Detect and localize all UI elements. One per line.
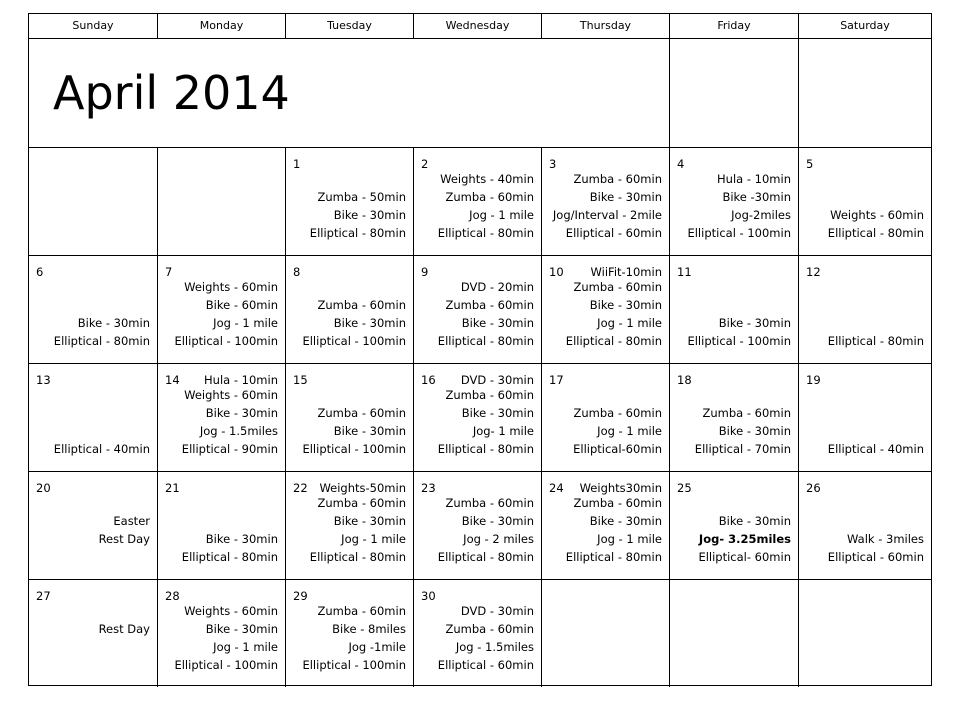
activity-list [828,530,924,566]
activity-list [182,530,278,566]
day-cell-21 [158,472,286,579]
activity-line: Zumba - 60min [573,406,662,420]
activity-line [99,548,150,566]
activity-list [438,386,534,458]
day-number: 9 [421,265,429,279]
activity-line: Bike - 60min [205,298,278,312]
weekday-header-monday: Monday [158,14,286,38]
activity-line: Zumba - 60min [445,190,534,204]
activity-line: Jog - 1 mile [597,316,662,330]
activity-list [566,278,662,350]
activity-list [553,170,662,242]
activity-line: Weights - 60min [184,280,278,294]
activity-line: Jog -1mile [348,640,406,654]
day-number: 7 [165,265,173,279]
day-number: 30 [421,589,436,603]
day-number: 24 [549,481,564,495]
activity-line: Zumba - 60min [573,172,662,186]
activity-line: Bike - 30min [205,532,278,546]
activity-line: DVD - 30min [460,373,534,387]
activity-line: Bike - 8miles [332,622,406,636]
activity-list [302,602,406,674]
calendar-title: April 2014 [53,66,290,120]
day-number: 17 [549,373,564,387]
day-number: 10 [549,265,564,279]
activity-line: Elliptical - 80min [309,550,406,564]
day-number-row [421,373,534,387]
activity-line: Bike - 30min [461,514,534,528]
title-row [29,39,931,148]
activity-line: Zumba - 60min [317,604,406,618]
activity-line: Bike - 30min [461,406,534,420]
activity-list [54,314,150,350]
empty-day-cell [29,148,158,255]
activity-list [174,278,278,350]
activity-line: Elliptical - 100min [687,334,791,348]
activity-line: Jog - 1.5miles [199,424,278,438]
activity-list [174,602,278,674]
day-number: 12 [806,265,821,279]
day-number: 25 [677,481,692,495]
day-number: 11 [677,265,692,279]
day-cell-27 [29,580,158,687]
activity-line: Elliptical - 60min [437,658,534,672]
day-number: 26 [806,481,821,495]
activity-line: Bike - 30min [333,316,406,330]
activity-line: Jog/Interval - 2mile [552,208,662,222]
activity-line: Zumba - 60min [445,298,534,312]
day-cell-8 [286,256,414,363]
activity-line: Bike - 30min [333,208,406,222]
activity-line: Walk - 3miles [847,532,924,546]
activity-list [687,170,791,242]
activity-line: Bike - 30min [77,316,150,330]
activity-line: Bike - 30min [461,316,534,330]
activity-line: Elliptical- 60min [698,550,791,564]
day-cell-4 [670,148,799,255]
title-empty-cell-saturday [799,39,931,147]
activity-line: Elliptical - 80min [309,226,406,240]
activity-list [438,602,534,674]
week-row [29,148,931,256]
day-number: 16 [421,373,436,387]
activity-line: Jog - 1 mile [213,316,278,330]
empty-day-cell [670,580,799,687]
activity-list [687,314,791,350]
day-cell-11 [670,256,799,363]
activity-list [310,188,406,242]
day-cell-20 [29,472,158,579]
title-empty-cell-friday [670,39,799,147]
day-cell-23 [414,472,542,579]
activity-line: Weights - 60min [184,388,278,402]
activity-list [698,512,791,566]
activity-line: Elliptical - 90min [181,442,278,456]
activity-line: Weights - 60min [184,604,278,618]
activity-line: Bike - 30min [718,424,791,438]
activity-line: Jog - 1 mile [341,532,406,546]
day-cell-30 [414,580,542,687]
empty-day-cell [799,580,931,687]
activity-line: Bike - 30min [589,298,662,312]
activity-line: Elliptical - 80min [565,550,662,564]
day-cell-13 [29,364,158,471]
activity-list [99,620,150,674]
day-cell-9 [414,256,542,363]
activity-line: Elliptical - 70min [694,442,791,456]
activity-list [566,494,662,566]
activity-line: Jog - 1 mile [469,208,534,222]
activity-list [438,494,534,566]
day-number: 18 [677,373,692,387]
activity-list [99,512,150,566]
activity-line: Zumba - 60min [702,406,791,420]
activity-line: Elliptical - 100min [302,334,406,348]
empty-day-cell [542,580,670,687]
activity-line: Elliptical - 80min [437,334,534,348]
activity-line: Elliptical - 100min [174,334,278,348]
day-cell-29 [286,580,414,687]
activity-line: Jog - 1 mile [213,640,278,654]
activity-line: Elliptical - 80min [53,334,150,348]
day-number: 8 [293,265,301,279]
day-cell-26 [799,472,931,579]
activity-line: Zumba - 60min [445,622,534,636]
activity-list [302,296,406,350]
day-number-row [549,481,662,495]
activity-line: Weights - 40min [440,172,534,186]
day-cell-7 [158,256,286,363]
calendar [28,13,932,686]
weekday-header-friday: Friday [670,14,799,38]
activity-line: Elliptical - 80min [565,334,662,348]
activity-line: Elliptical - 80min [437,550,534,564]
activity-line: Elliptical - 40min [827,442,924,456]
day-cell-24 [542,472,670,579]
activity-line: Rest Day [98,532,150,546]
activity-line: Bike - 30min [333,424,406,438]
day-cell-10 [542,256,670,363]
activity-list [573,404,662,458]
day-cell-19 [799,364,931,471]
day-number: 3 [549,157,557,171]
day-cell-1 [286,148,414,255]
activity-line: Rest Day [98,622,150,636]
activity-line: Bike - 30min [205,622,278,636]
day-number: 5 [806,157,814,171]
day-number: 6 [36,265,44,279]
activity-line: Elliptical - 100min [687,226,791,240]
activity-line: DVD - 20min [460,280,534,294]
activity-line: Zumba - 50min [317,190,406,204]
activity-line: Hula - 10min [204,373,278,387]
activity-line: Bike - 30min [718,316,791,330]
weekday-header-saturday: Saturday [840,19,890,32]
day-number: 15 [293,373,308,387]
activity-line: Jog - 1 mile [597,532,662,546]
activity-line: Zumba - 60min [317,406,406,420]
day-number: 29 [293,589,308,603]
activity-line: Jog- 3.25miles [698,532,791,546]
activity-line: Elliptical - 80min [827,226,924,240]
activity-line: Hula - 10min [717,172,791,186]
activity-line: Bike - 30min [333,514,406,528]
activity-line: Weights - 60min [830,208,924,222]
activity-line: WiiFit-10min [590,265,662,279]
activity-line: Weights-50min [319,481,406,495]
activity-line: Elliptical - 100min [302,442,406,456]
week-row [29,256,931,364]
activity-line: Bike - 30min [718,514,791,528]
day-cell-15 [286,364,414,471]
activity-list [828,440,924,458]
day-cell-16 [414,364,542,471]
activity-line: Jog-2miles [731,208,791,222]
day-cell-22 [286,472,414,579]
day-cell-25 [670,472,799,579]
day-cell-28 [158,580,286,687]
day-number: 21 [165,481,180,495]
day-number-row [549,265,662,279]
activity-list [54,440,150,458]
weekday-header-thursday: Thursday [542,14,670,38]
day-number: 14 [165,373,180,387]
activity-line: Zumba - 60min [445,496,534,510]
activity-line: Jog - 1.5miles [455,640,534,654]
activity-line: Elliptical - 60min [827,550,924,564]
activity-line: Bike - 30min [205,406,278,420]
day-number: 23 [421,481,436,495]
week-row [29,472,931,580]
day-number: 1 [293,157,301,171]
activity-list [182,386,278,458]
day-cell-12 [799,256,931,363]
activity-line: Weights30min [579,481,662,495]
activity-line: Elliptical - 80min [181,550,278,564]
weekday-header-wednesday: Wednesday [414,14,542,38]
day-number: 4 [677,157,685,171]
week-row [29,364,931,472]
day-number: 2 [421,157,429,171]
activity-list [302,404,406,458]
activity-line: Zumba - 60min [573,280,662,294]
activity-line: Elliptical-60min [573,442,662,456]
activity-line: Elliptical - 40min [53,442,150,456]
activity-line [99,656,150,674]
activity-line: Elliptical - 60min [565,226,662,240]
activity-line: Elliptical - 100min [174,658,278,672]
activity-line: DVD - 30min [460,604,534,618]
day-cell-17 [542,364,670,471]
week-row [29,580,931,688]
activity-line: Jog - 1 mile [597,424,662,438]
activity-line [99,638,150,656]
activity-line: Zumba - 60min [317,298,406,312]
activity-line: Jog- 1 mile [472,424,534,438]
day-number-row [293,481,406,495]
activity-line: Elliptical - 80min [437,226,534,240]
activity-line: Bike - 30min [589,514,662,528]
weekday-header-sunday: Sunday [29,14,158,38]
day-number: 28 [165,589,180,603]
day-cell-14 [158,364,286,471]
day-number: 27 [36,589,51,603]
day-cell-6 [29,256,158,363]
activity-line: Elliptical - 80min [827,334,924,348]
activity-line: Zumba - 60min [317,496,406,510]
day-cell-5 [799,148,931,255]
activity-line: Elliptical - 80min [437,442,534,456]
activity-list [438,170,534,242]
day-number: 19 [806,373,821,387]
activity-line: Easter [113,514,150,528]
day-cell-3 [542,148,670,255]
day-number: 20 [36,481,51,495]
day-number: 13 [36,373,51,387]
activity-line: Jog - 2 miles [463,532,534,546]
day-cell-18 [670,364,799,471]
activity-line: Bike - 30min [589,190,662,204]
title-cell [29,39,670,147]
day-number-row [165,373,278,387]
activity-list [695,404,791,458]
activity-list [438,278,534,350]
activity-line: Elliptical - 100min [302,658,406,672]
weekday-header-row [29,14,931,39]
day-cell-2 [414,148,542,255]
activity-list [828,332,924,350]
activity-list [828,206,924,242]
activity-line: Bike -30min [722,190,791,204]
weekday-header-tuesday: Tuesday [286,14,414,38]
day-number: 22 [293,481,308,495]
activity-line: Zumba - 60min [445,388,534,402]
empty-day-cell [158,148,286,255]
activity-list [310,494,406,566]
activity-line: Zumba - 60min [573,496,662,510]
